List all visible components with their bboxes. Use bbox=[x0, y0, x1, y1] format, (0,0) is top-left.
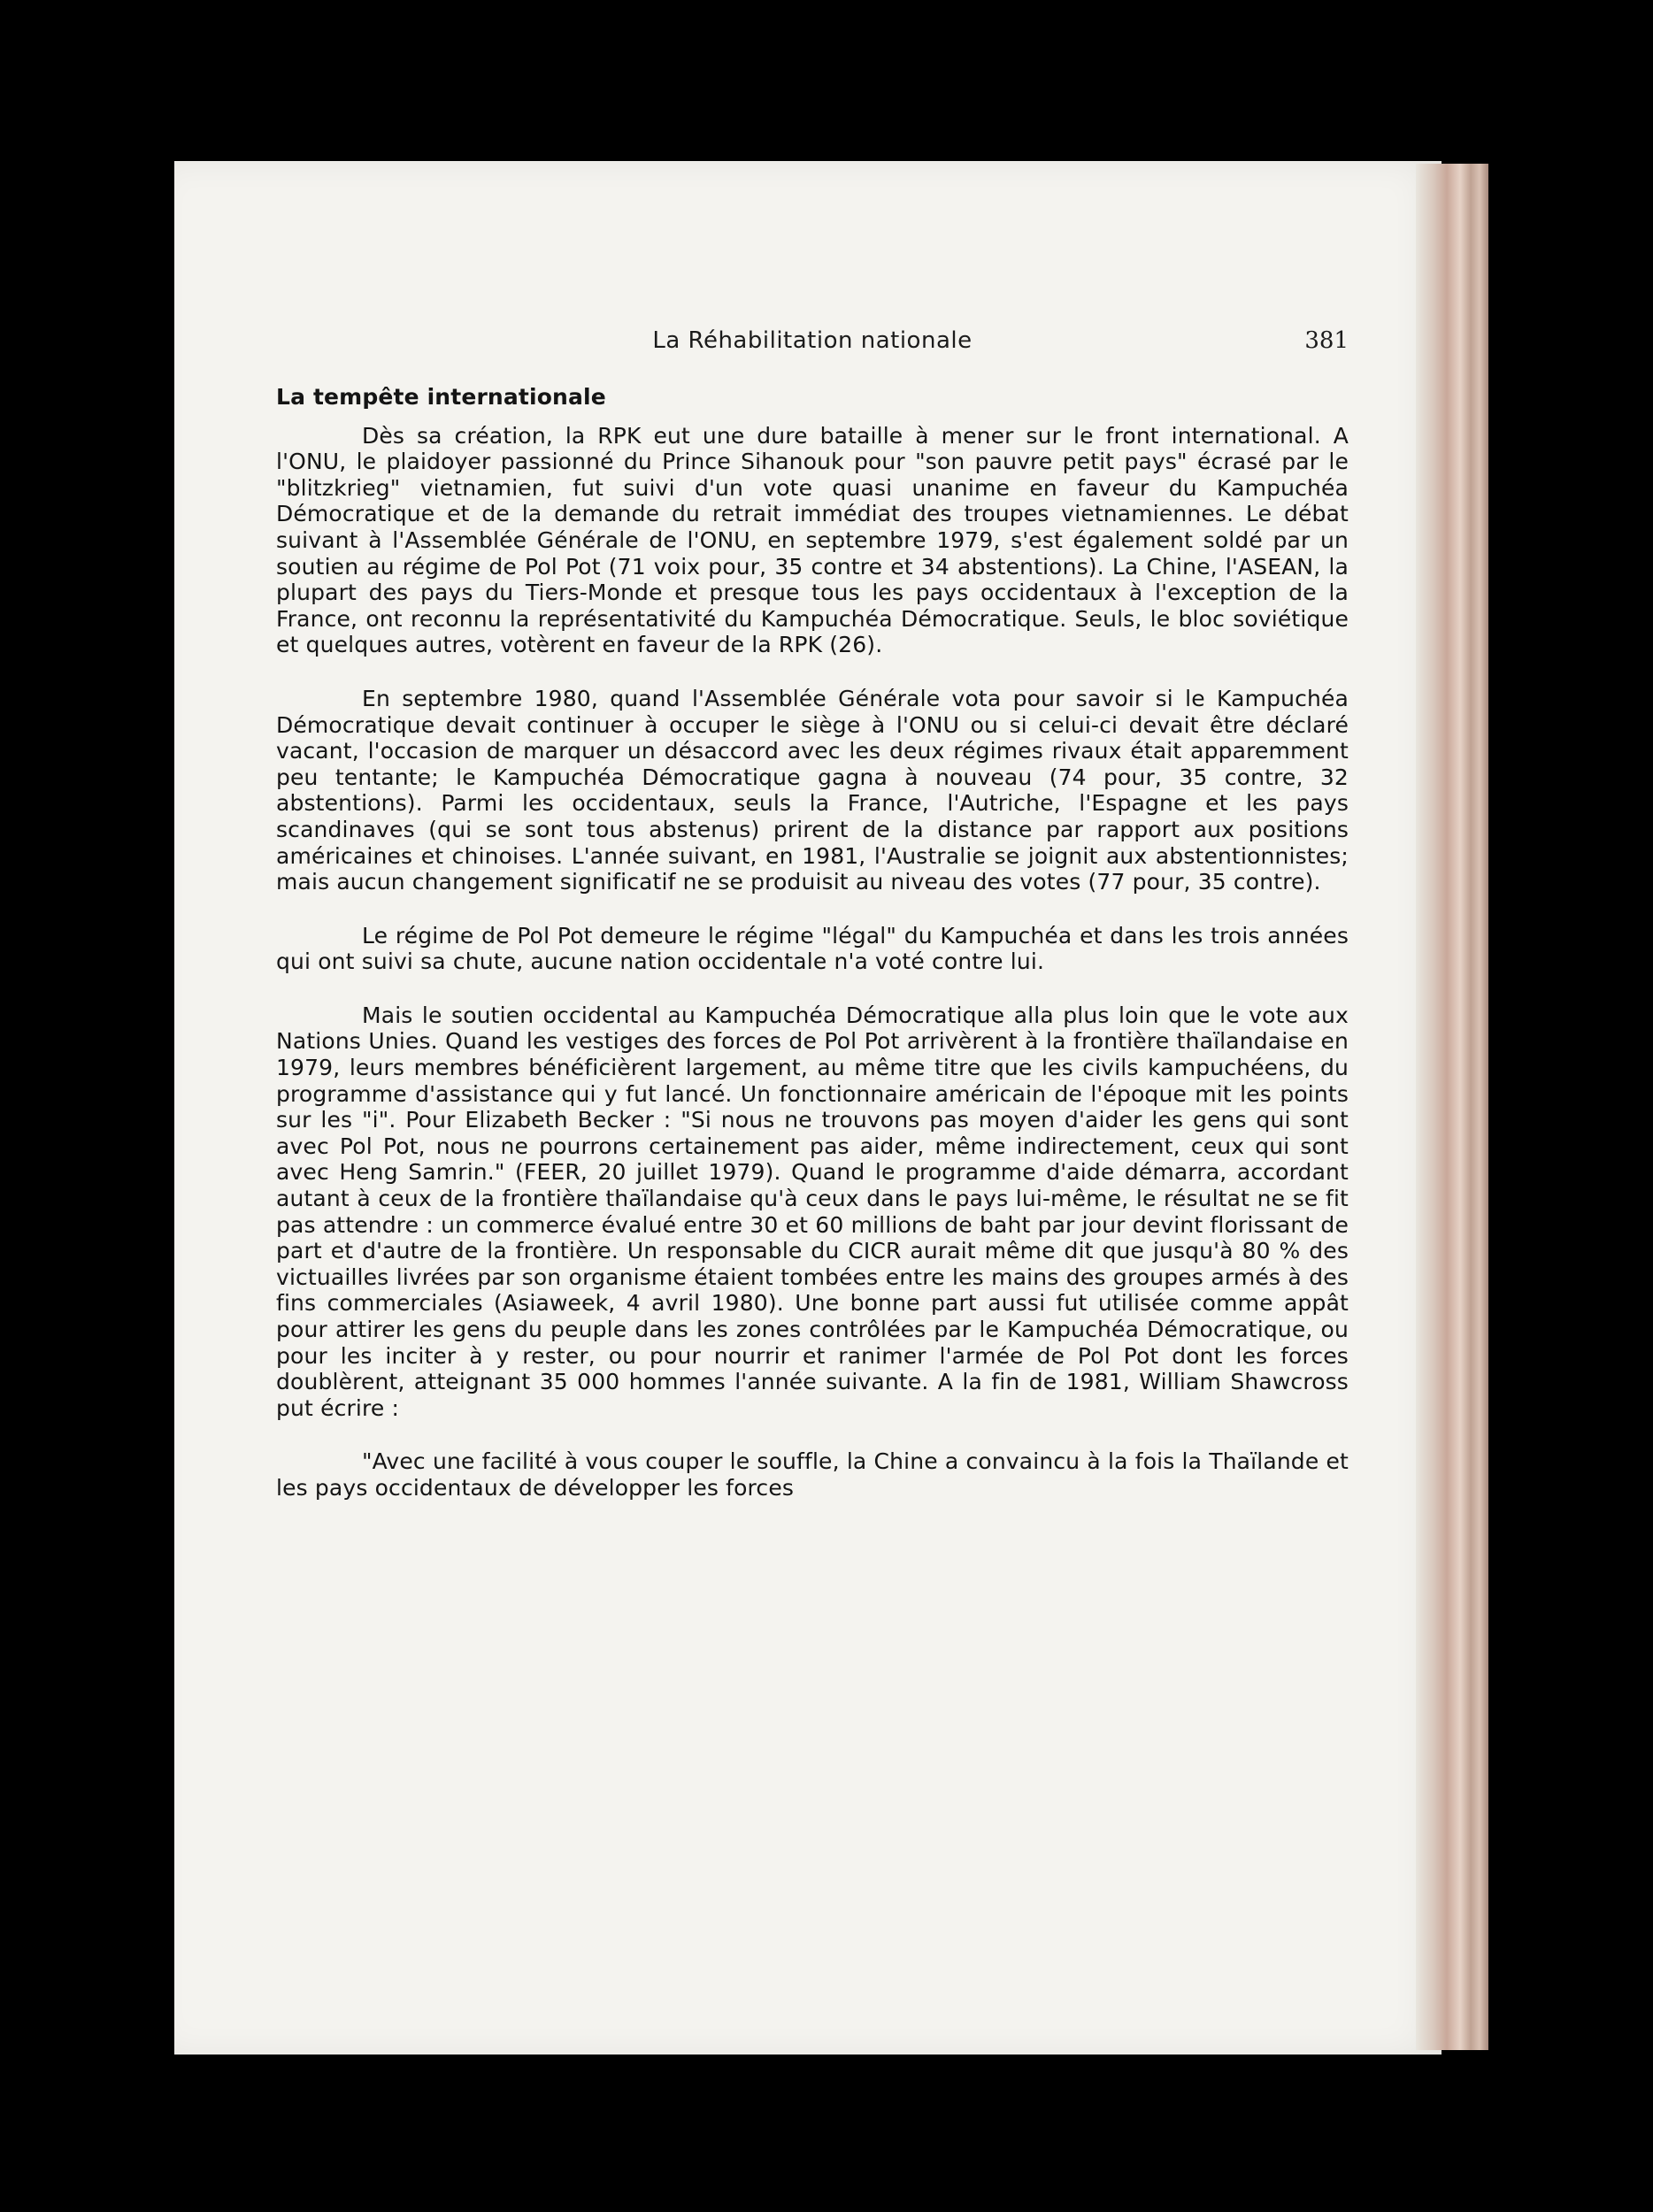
paragraph: Le régime de Pol Pot demeure le régime "légal" du Kampuchéa et dans les trois années qui ont suivi sa chute, aucune nation occidentale n'a voté contre lui. bbox=[276, 922, 1349, 975]
paragraph: Mais le soutien occidental au Kampuchéa Démocratique alla plus loin que le vote aux Nations Unies. Quand les vestiges des forces de Pol Pot arrivèrent à la frontière thaïlandaise en 1979, leurs membres bénéficièrent largement, au même titre que les civils kampuchéens, du programme d'assistance qui y fut lancé. Un fonctionnaire américain de l'époque mit les points sur les "i". Pour Elizabeth Becker : "Si nous ne trouvons pas moyen d'aider les gens qui sont avec Pol Pot, nous ne pourrons certainement pas aider, même indirectement, ceux qui sont avec Heng Samrin." (FEER, 20 juillet 1979). Quand le programme d'aide démarra, accordant autant à ceux de la frontière thaïlandaise qu'à ceux dans le pays lui-même, le résultat ne se fit pas attendre : un commerce évalué entre 30 et 60 millions de baht par jour devint florissant de part et d'autre de la frontière. Un responsable du CICR aurait même dit que jusqu'à 80 % des victuailles livrées par son organisme étaient tombées entre les mains des groupes armés à des fins commerciales (Asiaweek, 4 avril 1980). Une bonne part aussi fut utilisée comme appât pour attirer les gens du peuple dans les zones contrôlées par le Kampuchéa Démocratique, ou pour les inciter à y rester, ou pour nourrir et ranimer l'armée de Pol Pot dont les forces doublèrent, atteignant 35 000 hommes l'année suivante. A la fin de 1981, William Shawcross put écrire : bbox=[276, 1002, 1349, 1421]
paragraph-quote: "Avec une facilité à vous couper le souffle, la Chine a convaincu à la fois la Thaïlande et les pays occidentaux de développer les forces bbox=[276, 1448, 1349, 1501]
book-page bbox=[174, 161, 1442, 2055]
running-title: La Réhabilitation nationale bbox=[652, 327, 973, 354]
page-number: 381 bbox=[1304, 327, 1349, 354]
paragraph: Dès sa création, la RPK eut une dure bataille à mener sur le front international. A l'ONU, le plaidoyer passionné du Prince Sihanouk pour "son pauvre petit pays" écrasé par le "blitzkrieg" vietnamien, fut suivi d'un vote quasi unanime en faveur du Kampuchéa Démocratique et de la demande du retrait immédiat des troupes vietnamiennes. Le débat suivant à l'Assemblée Générale de l'ONU, en septembre 1979, s'est également soldé par un soutien au régime de Pol Pot (71 voix pour, 35 contre et 34 abstentions). La Chine, l'ASEAN, la plupart des pays du Tiers-Monde et presque tous les pays occidentaux à l'exception de la France, ont reconnu la représentativité du Kampuchéa Démocratique. Seuls, le bloc soviétique et quelques autres, votèrent en faveur de la RPK (26). bbox=[276, 422, 1349, 658]
page-body bbox=[276, 384, 1349, 1502]
section-title: La tempête internationale bbox=[276, 384, 606, 410]
paragraph: En septembre 1980, quand l'Assemblée Générale vota pour savoir si le Kampuchéa Démocratique devait continuer à occuper le siège à l'ONU ou si celui-ci devait être déclaré vacant, l'occasion de marquer un désaccord avec les deux régimes rivaux était apparemment peu tentante; le Kampuchéa Démocratique gagna à nouveau (74 pour, 35 contre, 32 abstentions). Parmi les occidentaux, seuls la France, l'Autriche, l'Espagne et les pays scandinaves (qui se sont tous abstenus) prirent de la distance par rapport aux positions américaines et chinoises. L'année suivant, en 1981, l'Australie se joignit aux abstentionnistes; mais aucun changement significatif ne se produisit au niveau des votes (77 pour, 35 contre). bbox=[276, 685, 1349, 895]
page-edges bbox=[1416, 164, 1488, 2050]
